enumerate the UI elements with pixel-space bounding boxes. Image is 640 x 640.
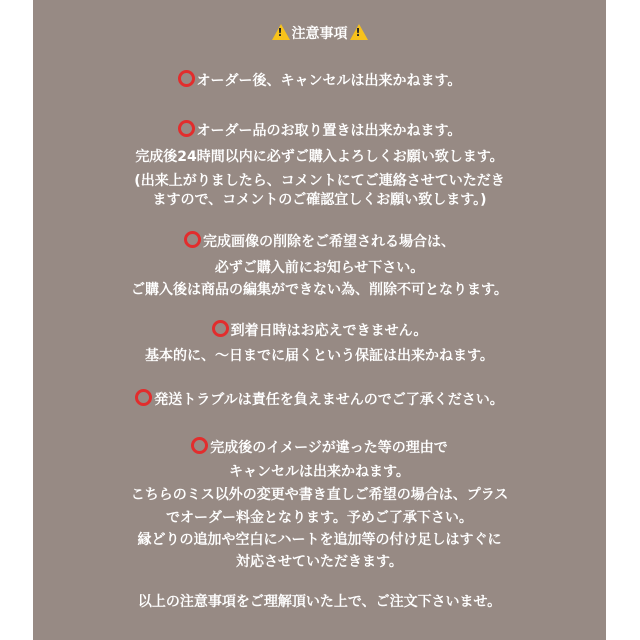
red-circle-icon: [184, 231, 201, 248]
red-circle-icon: [212, 320, 229, 337]
notice-text: 基本的に、〜日までに届くという保証は出来かねます。: [145, 348, 494, 364]
notice-item: 完成画像の削除をご希望される場合は、: [33, 231, 606, 252]
notice-item: 完成後のイメージが違った等の理由で: [33, 437, 606, 458]
notice-item: 到着日時はお応えできません。: [33, 320, 606, 341]
red-circle-icon: [191, 437, 208, 454]
notice-footer: 以上の注意事項をご理解頂いた上で、ご注文下さいませ。: [137, 594, 502, 610]
notice-title: !注意事項!: [33, 24, 606, 44]
notice-text: 縁どりの追加や空白にハートを追加等の付け足しはすぐに: [137, 532, 502, 548]
notice-text: ご購入後は商品の編集ができない為、削除不可となります。: [131, 282, 508, 298]
notice-item: オーダー品のお取り置きは出来かねます。: [33, 120, 606, 141]
red-circle-icon: [178, 70, 195, 87]
notice-card: [33, 0, 606, 640]
notice-text: でオーダー料金となります。予めご了承下さい。: [166, 510, 473, 526]
warning-icon: [272, 24, 290, 40]
notice-item: 発送トラブルは責任を負えませんのでご了承ください。: [33, 389, 606, 410]
notice-text: キャンセルは出来かねます。: [229, 464, 410, 480]
notice-text: 必ずご購入前にお知らせ下さい。: [214, 260, 425, 276]
warning-icon: [350, 24, 368, 40]
red-circle-icon: [178, 120, 195, 137]
notice-text: 完成後24時間以内に必ずご購入よろしくお願い致します。: [135, 149, 504, 165]
red-circle-icon: [135, 389, 152, 406]
notice-text: 対応させていただきます。: [236, 554, 403, 570]
notice-text: (出来上がりましたら、コメントにてご連絡させていただき: [134, 173, 505, 189]
notice-text: こちらのミス以外の変更や書き直しご希望の場合は、プラス: [130, 487, 509, 503]
notice-text: ますので、コメントのご確認宜しくお願い致します。): [152, 192, 487, 208]
notice-item: オーダー後、キャンセルは出来かねます。: [33, 70, 606, 91]
